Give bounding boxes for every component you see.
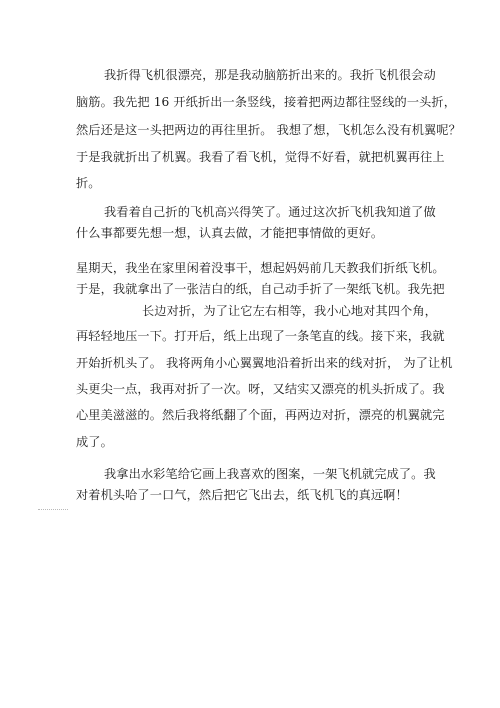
paragraph-line: 头更尖一点，我再对折了一次。呀，又结实又漂亮的机头折成了。我 (76, 382, 445, 396)
paragraph-line: 星期天，我坐在家里闲着没事干，想起妈妈前几天教我们折纸飞机。 (76, 261, 445, 275)
paragraph-line: 对着机头哈了一口气，然后把它飞出去，纸飞机飞的真远啊！ (76, 488, 408, 502)
paragraph-line: 然后还是这一头把两边的再往里折。 我想了想，飞机怎么没有机翼呢？ (76, 123, 461, 137)
paragraph-line: 于是我就折出了机翼。我看了看飞机，觉得不好看，就把机翼再往上 (76, 150, 445, 164)
paragraph-line: 成了。 (76, 435, 113, 449)
paragraph-line: 我折得飞机很漂亮，那是我动脑筋折出来的。我折飞机很会动 (104, 68, 436, 82)
paragraph-line: 心里美滋滋的。然后我将纸翻了个面，再两边对折，漂亮的机翼就完 (76, 408, 445, 422)
paragraph-line: 我看着自己折的飞机高兴得笑了。通过这次折飞机我知道了做 (104, 205, 436, 219)
paragraph-line: 脑筋。我先把 16 开纸折出一条竖线，接着把两边都往竖线的一头折， (76, 95, 456, 109)
paragraph-line: 长边对折，为了让它左右相等，我小心地对其四个角， (142, 304, 437, 318)
paragraph-line: 折。 (76, 176, 101, 190)
paragraph-line: 什么事都要先想一想，认真去做，才能把事情做的更好。 (76, 226, 384, 240)
paragraph-line: 再轻轻地压一下。打开后，纸上出现了一条笔直的线。接下来，我就 (76, 329, 445, 343)
paragraph-line: 于是，我就拿出了一张洁白的纸，自己动手折了一架纸飞机。我先把 (76, 282, 445, 296)
paragraph-line: 开始折机头了。 我将两角小心翼翼地沿着折出来的线对折， 为了让机 (76, 356, 453, 370)
faint-divider (38, 509, 68, 510)
paragraph-line: 我拿出水彩笔给它画上我喜欢的图案，一架飞机就完成了。我 (104, 467, 436, 481)
